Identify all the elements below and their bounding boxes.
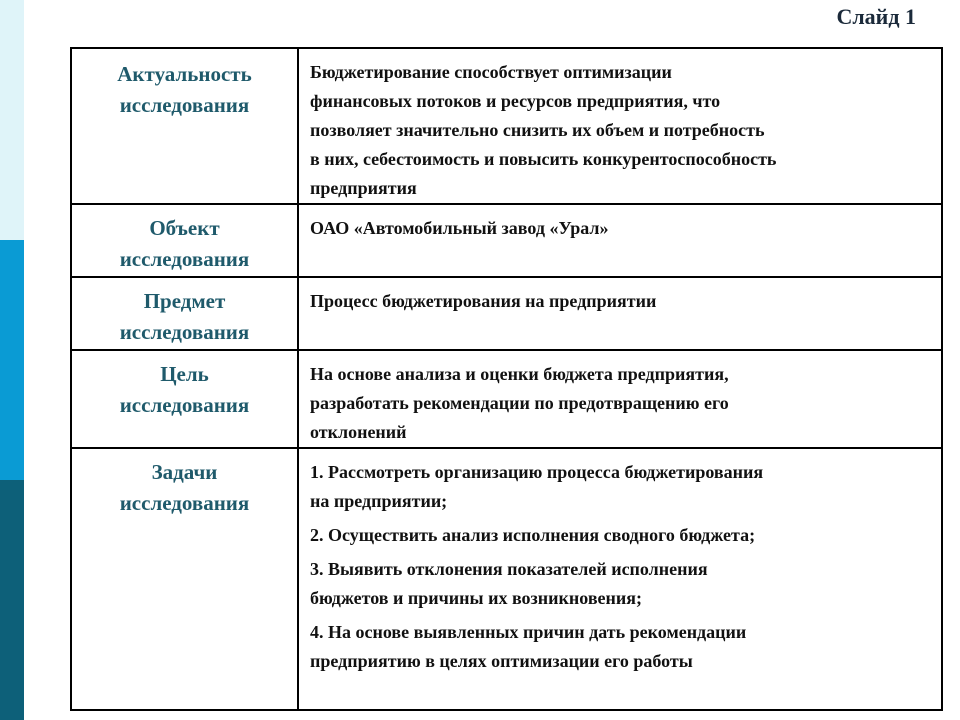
list-item: 1. Рассмотреть организацию процесса бюджетирования на предприятии; — [310, 462, 764, 511]
left-accent-bar-medium — [0, 240, 24, 480]
row-tasks-heading: Задачи исследования — [119, 460, 250, 515]
row-subject — [72, 276, 941, 349]
row-relevance-heading: Актуальность исследования — [117, 62, 252, 117]
left-accent-bar-dark — [0, 480, 24, 720]
row-goal-text: На основе анализа и оценки бюджета предприятия, разработать рекомендации по предотвращению его отклонений — [310, 364, 729, 442]
list-item: 4. На основе выявленных причин дать рекомендации предприятию в целях оптимизации его работы — [310, 622, 747, 671]
row-subject-heading: Предмет исследования — [119, 289, 250, 344]
research-table — [70, 47, 943, 711]
left-accent-bar-light — [0, 0, 24, 240]
row-subject-text: Процесс бюджетирования на предприятии — [310, 291, 657, 311]
row-object-heading: Объект исследования — [119, 216, 250, 271]
row-relevance — [72, 49, 941, 203]
list-item: 2. Осуществить анализ исполнения сводного бюджета; — [310, 525, 756, 545]
row-goal — [72, 349, 941, 447]
row-object-text: ОАО «Автомобильный завод «Урал» — [310, 218, 609, 238]
row-tasks-list — [310, 449, 933, 681]
row-goal-heading: Цель исследования — [119, 362, 250, 417]
row-tasks — [72, 447, 941, 709]
row-relevance-text: Бюджетирование способствует оптимизации финансовых потоков и ресурсов предприятия, что позволяет значительно снизить их объем и потребность в них, себестоимость и повысить конкурентоспособность предприятия — [310, 62, 777, 198]
list-item: 3. Выявить отклонения показателей исполнения бюджетов и причины их возникновения; — [310, 559, 708, 608]
slide-number: Слайд 1 — [836, 4, 916, 29]
row-object — [72, 203, 941, 276]
